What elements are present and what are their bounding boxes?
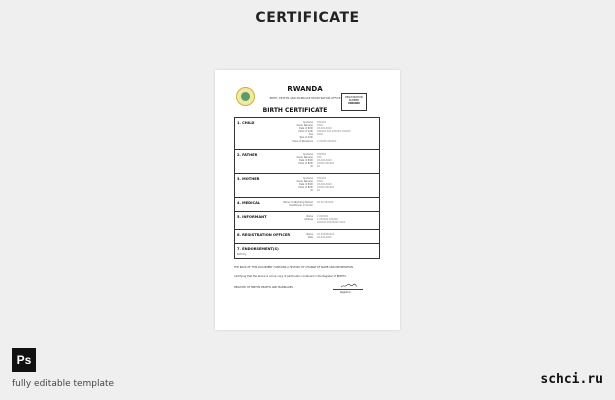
field-row xyxy=(263,236,379,239)
field-value: XX-XXX-XXXX xyxy=(317,127,332,131)
field-label: Surname xyxy=(303,153,313,156)
field-label: Place of Residence xyxy=(292,139,313,143)
field-label: Place of Birth xyxy=(298,162,313,166)
field-row xyxy=(263,140,379,143)
document-title: BIRTH CERTIFICATE xyxy=(262,107,328,114)
field-label: Surname xyxy=(303,121,313,124)
field-value: XX xyxy=(317,189,320,193)
note-registry: REGISTRY OF BIRTHS DEATHS AND MARRIAGES xyxy=(234,286,293,289)
field-value: XXXXXX XXX XXXXXX XXXXXX xyxy=(317,130,351,134)
section-title: 2. FATHER xyxy=(237,153,258,157)
section-rows xyxy=(263,121,379,143)
reg-box-line: NUMBER xyxy=(348,99,360,102)
field-value: XX-XXX-XXXX xyxy=(317,236,332,240)
reg-box-line: REGISTRATION xyxy=(345,96,363,99)
section-registration-officer xyxy=(235,230,379,244)
note-history: THE BACK OF THIS DOCUMENT CONTAINS A HISTORY OF CHANGE OF NAME AND INFORMATION xyxy=(234,266,354,269)
field-label: Place of birth xyxy=(298,130,313,134)
section-informant xyxy=(235,212,379,230)
field-label: Given Name(s) xyxy=(296,156,313,160)
field-label: Address xyxy=(304,218,313,222)
field-label: ID xyxy=(310,189,313,193)
field-label: Given Name(s) xyxy=(296,180,313,184)
field-value: XXXXX XXXXXX xyxy=(317,162,335,166)
section-endorsements xyxy=(235,244,379,260)
field-value: X XXXXX XXXXXX xyxy=(317,139,337,143)
field-label: Date xyxy=(307,236,313,240)
field-row xyxy=(263,221,379,224)
site-watermark: schci.ru xyxy=(540,372,603,387)
field-row xyxy=(263,165,379,168)
note-certify: Certifying that the above is a true copy of particulars contained in the Register of BIRTHS. xyxy=(234,275,347,278)
template-caption: fully editable template xyxy=(12,379,115,389)
section-title: 6. REGISTRATION OFFICER xyxy=(237,233,291,237)
field-value: XX XX XXXXXX xyxy=(317,201,334,204)
field-label: Surname xyxy=(303,177,313,180)
field-value: XXXX xyxy=(317,133,323,137)
field-label: Type of birth xyxy=(299,136,313,140)
field-label: ID xyxy=(310,165,313,169)
field-label: Date of Birth xyxy=(299,127,313,131)
field-label: Name xyxy=(306,233,313,236)
field-value: XXXXXX XXXXXXXX XXXX xyxy=(317,221,346,225)
section-medical xyxy=(235,198,379,212)
section-rows xyxy=(263,153,379,168)
field-value: X XXXXXX XXXXXX xyxy=(317,218,338,222)
photoshop-icon: Ps xyxy=(12,348,36,372)
section-rows xyxy=(263,177,379,192)
field-value: XX xyxy=(317,165,320,169)
field-value: XXX xyxy=(317,156,322,160)
field-label: Place of Birth xyxy=(298,186,313,190)
section-child xyxy=(235,118,379,150)
section-father xyxy=(235,150,379,174)
field-row xyxy=(263,204,379,207)
section-title: 3. MOTHER xyxy=(237,177,260,181)
field-value: X XXXXXX xyxy=(317,215,329,218)
field-value: XXXX xyxy=(317,124,323,128)
field-row xyxy=(263,189,379,192)
field-value: XX-XXX-XXXX xyxy=(317,183,332,187)
field-label: Sex xyxy=(309,133,313,137)
field-label: Name of attending Medical xyxy=(283,201,313,204)
field-label: Given Name(s) xyxy=(296,124,313,128)
section-title: 7. ENDORSEMENT(S) xyxy=(237,247,279,251)
field-value: XXXXXX xyxy=(317,121,326,124)
page-heading: CERTIFICATE xyxy=(255,10,360,26)
coat-of-arms-icon xyxy=(236,87,255,106)
field-value: XXXX xyxy=(317,180,323,184)
field-value: XX XXXXXXXXX xyxy=(317,233,335,236)
section-mother xyxy=(235,174,379,198)
field-label: Date of Birth xyxy=(299,159,313,163)
section-title: 4. MEDICAL xyxy=(237,201,261,205)
endorsement-text: Nothing xyxy=(237,253,247,256)
section-title: 5. INFORMANT xyxy=(237,215,267,219)
section-rows xyxy=(263,233,379,239)
signature-label: Registrar xyxy=(340,291,351,294)
reg-box-line: 0000000 xyxy=(348,102,360,105)
field-value: XX-XXX-XXXX xyxy=(317,159,332,163)
section-rows xyxy=(263,201,379,207)
field-label: Practitioner or Doctor xyxy=(289,204,313,208)
certificate-table xyxy=(234,117,380,259)
field-label: Name xyxy=(306,215,313,218)
signature-line xyxy=(333,289,363,290)
field-value: XXXXXX xyxy=(317,177,326,180)
field-label: Date of Birth xyxy=(299,183,313,187)
country-name: RWANDA xyxy=(287,85,323,93)
field-value: XXXXX XXXXXX xyxy=(317,186,335,190)
certificate-preview xyxy=(215,70,400,330)
section-rows xyxy=(263,215,379,224)
ministry-name: BIRTH, DEATHS AND MARRIAGE REGISTRATION OFFICE xyxy=(269,97,341,100)
field-value: XXXXXX xyxy=(317,153,326,156)
section-title: 1. CHILD xyxy=(237,121,255,125)
